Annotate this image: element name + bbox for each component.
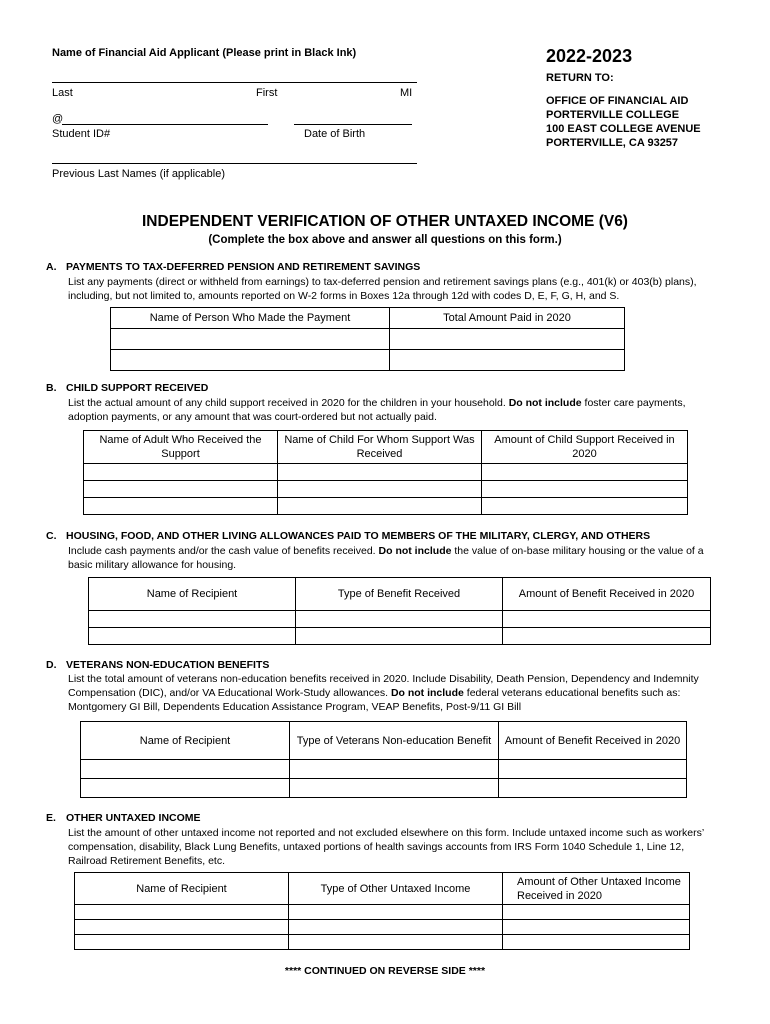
return-address: [546, 94, 701, 150]
table-cell[interactable]: [278, 481, 482, 498]
section-c-letter: C.: [46, 530, 57, 542]
form-subtitle: (Complete the box above and answer all questions on this form.): [208, 234, 562, 246]
address-line-4: PORTERVILLE, CA 93257: [546, 137, 679, 149]
section-e-heading: [46, 812, 201, 824]
section-a-title: PAYMENTS TO TAX-DEFERRED PENSION AND RETIREMENT SAVINGS: [66, 261, 421, 273]
table-cell[interactable]: [89, 611, 296, 628]
section-c-title: HOUSING, FOOD, AND OTHER LIVING ALLOWANCES PAID TO MEMBERS OF THE MILITARY, CLERGY, AND OTHERS: [66, 530, 651, 542]
table-cell[interactable]: [89, 628, 296, 645]
table-cell[interactable]: [499, 779, 687, 798]
section-d-letter: D.: [46, 659, 57, 671]
section-d-title: VETERANS NON-EDUCATION BENEFITS: [66, 659, 270, 671]
section-d-heading: [46, 659, 269, 671]
section-b-table: [83, 430, 688, 515]
section-e-letter: E.: [46, 812, 56, 824]
section-b-body-2: foster care payments, adoption payments, or any amount that was court-ordered but not actually paid.: [68, 397, 686, 423]
section-b-body-1: List the actual amount of any child support received in 2020 for the children in your household.: [68, 397, 509, 409]
table-cell[interactable]: [482, 498, 688, 515]
table-cell[interactable]: [111, 350, 390, 371]
section-e-body: List the amount of other untaxed income not reported and not excluded elsewhere on this form. Include untaxed income such as workers’ compensation, disability, Black Lung Benefits, untaxed portions of health savings accounts from IRS Form 1040 Schedule 1, Line 12, Railroad Retirement Benefits, etc.: [68, 827, 704, 867]
section-d-body-2: federal veterans educational benefits such as: Montgomery GI Bill, Dependents Education Assistance Program, VEAP Benefits, Post-9/11 GI Bill: [68, 687, 681, 713]
section-b-heading: [46, 382, 208, 394]
section-a-col-name: Name of Person Who Made the Payment: [111, 308, 390, 329]
section-d-body-1: List the total amount of veterans non-education benefits received in 2020. Include Disability, Death Pension, Dependency and Indemnity Compensation (DIC), and/or VA Educational Work-Study allowances.: [68, 673, 699, 699]
section-c-heading: [46, 530, 650, 542]
form-title: INDEPENDENT VERIFICATION OF OTHER UNTAXED INCOME (V6): [142, 213, 628, 230]
table-cell[interactable]: [503, 920, 690, 935]
table-cell[interactable]: [111, 329, 390, 350]
dob-label: Date of Birth: [304, 128, 366, 140]
section-e-col-type: Type of Other Untaxed Income: [289, 873, 503, 905]
table-cell[interactable]: [278, 498, 482, 515]
table-cell[interactable]: [482, 481, 688, 498]
table-cell[interactable]: [503, 905, 690, 920]
section-d-col-recipient: Name of Recipient: [81, 722, 290, 760]
section-e-col-recipient: Name of Recipient: [75, 873, 289, 905]
section-e-col-amount: Amount of Other Untaxed Income Received in 2020: [503, 873, 690, 905]
section-c-table: [88, 577, 711, 645]
section-b-col-amount: Amount of Child Support Received in 2020: [482, 431, 688, 464]
first-label: First: [256, 87, 278, 99]
section-c-col-type: Type of Benefit Received: [296, 578, 503, 611]
section-a-heading: [46, 261, 420, 273]
section-c-body: [68, 544, 718, 572]
section-b-col-adult: Name of Adult Who Received the Support: [84, 431, 278, 464]
table-cell[interactable]: [289, 905, 503, 920]
at-symbol: @: [52, 113, 64, 125]
table-cell[interactable]: [503, 611, 711, 628]
return-to-label: RETURN TO:: [546, 72, 614, 84]
award-year: 2022-2023: [546, 46, 633, 66]
section-a-body: List any payments (direct or withheld from earnings) to tax-deferred pension and retirement savings plans (e.g., 401(k) or 403(b) plans), including, but not limited to, amounts reported on W-2 forms in Boxes 12a through 12d with codes D, E, F, G, H, and S.: [68, 276, 697, 302]
table-cell[interactable]: [84, 481, 278, 498]
section-c-col-recipient: Name of Recipient: [89, 578, 296, 611]
section-d-body: [68, 672, 718, 714]
address-line-1: OFFICE OF FINANCIAL AID: [546, 95, 689, 107]
prev-names-line[interactable]: [52, 163, 417, 164]
section-b-body-bold: Do not include: [508, 397, 582, 409]
section-c-body-1: Include cash payments and/or the cash value of benefits received.: [68, 545, 379, 557]
table-cell[interactable]: [503, 628, 711, 645]
student-id-line[interactable]: [62, 124, 268, 125]
section-c-body-bold: Do not include: [378, 545, 452, 557]
applicant-label: Name of Financial Aid Applicant (Please print in Black Ink): [52, 47, 357, 59]
table-cell[interactable]: [75, 920, 289, 935]
section-b-body: [68, 396, 718, 424]
table-cell[interactable]: [390, 350, 625, 371]
last-label: Last: [52, 87, 73, 99]
section-e-table: [74, 872, 690, 950]
dob-line[interactable]: [294, 124, 412, 125]
student-id-label: Student ID#: [52, 128, 111, 140]
table-cell[interactable]: [503, 935, 690, 950]
section-b-col-child: Name of Child For Whom Support Was Received: [278, 431, 482, 464]
table-cell[interactable]: [81, 779, 290, 798]
table-cell[interactable]: [499, 760, 687, 779]
section-d-table: [80, 721, 687, 798]
table-cell[interactable]: [296, 611, 503, 628]
section-c-body-2: the value of on-base military housing or the value of a basic military allowance for housing.: [68, 545, 704, 571]
section-a-table: [110, 307, 625, 371]
section-d-col-type: Type of Veterans Non-education Benefit: [290, 722, 499, 760]
section-e-title: OTHER UNTAXED INCOME: [66, 812, 201, 824]
address-line-2: PORTERVILLE COLLEGE: [546, 109, 680, 121]
section-d-col-amount: Amount of Benefit Received in 2020: [499, 722, 687, 760]
mi-label: MI: [400, 87, 413, 99]
section-a-letter: A.: [46, 261, 57, 273]
prev-names-label: Previous Last Names (if applicable): [52, 168, 226, 180]
name-line[interactable]: [52, 82, 417, 83]
section-a-col-amount: Total Amount Paid in 2020: [390, 308, 625, 329]
table-cell[interactable]: [75, 935, 289, 950]
table-cell[interactable]: [278, 464, 482, 481]
address-line-3: 100 EAST COLLEGE AVENUE: [546, 123, 701, 135]
table-cell[interactable]: [84, 498, 278, 515]
table-cell[interactable]: [290, 779, 499, 798]
table-cell[interactable]: [81, 760, 290, 779]
section-b-title: CHILD SUPPORT RECEIVED: [66, 382, 209, 394]
table-cell[interactable]: [290, 760, 499, 779]
section-b-letter: B.: [46, 382, 57, 394]
table-cell[interactable]: [390, 329, 625, 350]
table-cell[interactable]: [296, 628, 503, 645]
continued-notice: **** CONTINUED ON REVERSE SIDE ****: [284, 965, 486, 977]
table-cell[interactable]: [482, 464, 688, 481]
table-cell[interactable]: [75, 905, 289, 920]
section-c-col-amount: Amount of Benefit Received in 2020: [503, 578, 711, 611]
table-cell[interactable]: [84, 464, 278, 481]
table-cell[interactable]: [289, 935, 503, 950]
section-d-body-bold: Do not include: [390, 687, 464, 699]
table-cell[interactable]: [289, 920, 503, 935]
